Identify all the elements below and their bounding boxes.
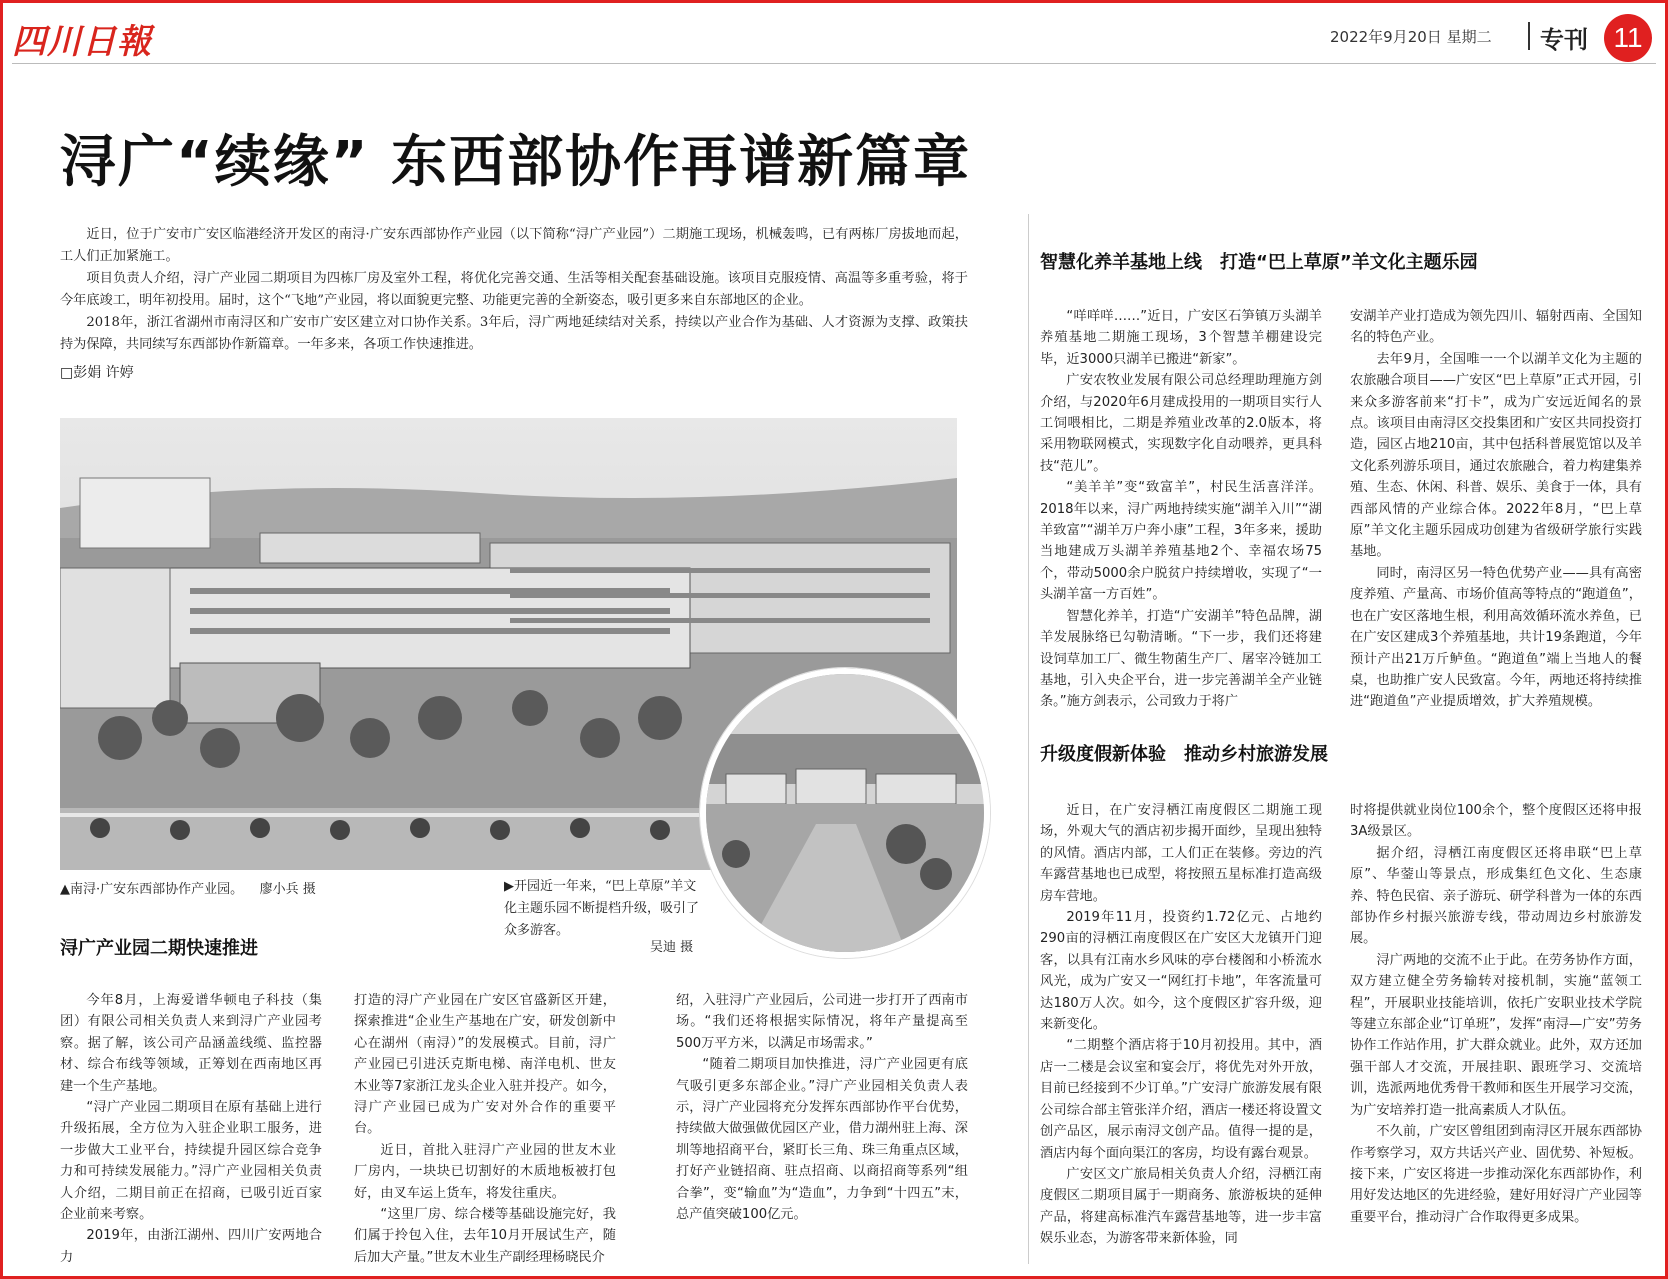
round-photo-caption: ▶开园近一年来，“巴上草原”羊文化主题乐园不断提档升级，吸引了众多游客。	[504, 879, 700, 938]
paragraph: “这里厂房、综合楼等基础设施完好，我们属于拎包入住，去年10月开展试生产，随后加大产量。”世友木业生产副经理杨晓民介	[354, 1207, 616, 1265]
newspaper-logo: 四川日報	[12, 22, 152, 62]
section2-col1	[1040, 306, 1322, 713]
lead-paragraph: 2018年，浙江省湖州市南浔区和广安市广安区建立对口协作关系。3年后，浔广两地延续结对关系，持续以产业合作为基础、人才资源为支撑、政策扶持为保障，共同续写东西部协作新篇章。一年多来，各项工作快速推进。	[60, 315, 968, 352]
paragraph: “二期整个酒店将于10月初投用。其中，酒店一二楼是会议室和宴会厅，将优先对外开放，目前已经接到不少订单。”广安浔广旅游发展有限公司综合部主管张洋介绍，酒店一楼还将设置文创产品区，展示南浔文创产品。值得一提的是，酒店内每个面向渠江的客房，均设有露台观景。	[1040, 1038, 1322, 1161]
section3-col2	[1350, 800, 1642, 1228]
page-number-badge: 11	[1604, 14, 1652, 62]
paragraph: 同时，南浔区另一特色优势产业——具有高密度养殖、产量高、市场价值高等特点的“跑道鱼”，也在广安区落地生根，利用高效循环流水养鱼，已在广安区建成3个养殖基地，共计19条跑道，今年预计产出21万斤鲈鱼。“跑道鱼”端上当地人的餐桌，也助推广安人民致富。今年，两地还将持续推进“跑道鱼”产业提质增效，扩大养殖规模。	[1350, 565, 1642, 710]
main-photo-caption	[60, 878, 316, 897]
paragraph: 打造的浔广产业园在广安区官盛新区开建，探索推进“企业生产基地在广安，研发创新中心在湖州（南浔）”的发展模式。目前，浔广产业园已引进沃克斯电梯、南洋电机、世友木业等7家浙江龙头企业入驻并投产。如今，浔广产业园已成为广安对外合作的重要平台。	[354, 993, 616, 1137]
section3-title: 升级度假新体验 推动乡村旅游发展	[1040, 744, 1328, 765]
paragraph: 广安农牧业发展有限公司总经理助理施方剑介绍，与2020年6月建成投用的一期项目实行人工饲喂相比，二期是养殖业改革的2.0版本，将采用物联网模式，实现数字化自动喂养，更具科技“范儿”。	[1040, 373, 1322, 474]
paragraph: 2019年11月，投资约1.72亿元、占地约290亩的浔栖江南度假区在广安区大龙镇开门迎客，以具有江南水乡风味的亭台楼阁和小桥流水风光，成为广安又一“网红打卡地”，年客流量可达180万人次。如今，这个度假区扩容升级，迎来新变化。	[1040, 910, 1322, 1033]
section1-col1	[60, 990, 322, 1268]
caption-text: ▲南浔·广安东西部协作产业园。	[60, 882, 244, 897]
section1-col3	[676, 990, 968, 1225]
lead-article	[60, 224, 968, 356]
page-headline: 浔广“续缘” 东西部协作再谱新篇章	[60, 130, 972, 195]
lead-paragraph: 近日，位于广安市广安区临港经济开发区的南浔·广安东西部协作产业园（以下简称“浔广产业园”）二期施工现场，机械轰鸣，已有两栋厂房拔地而起，工人们正加紧施工。	[60, 227, 968, 264]
paragraph: 绍，入驻浔广产业园后，公司进一步打开了西南市场。“我们还将根据实际情况，将年产量提高至500万平方米，以满足市场需求。”	[676, 993, 968, 1051]
paragraph: 今年8月，上海爱谱华顿电子科技（集团）有限公司相关负责人来到浔广产业园考察。据了解，该公司产品涵盖线缆、监控器材、综合布线等领域，正筹划在西南地区再建一个生产基地。	[60, 993, 322, 1094]
column-divider	[1028, 214, 1029, 1264]
date-text: 2022年9月20日	[1330, 28, 1442, 46]
paragraph: “咩咩咩……”近日，广安区石笋镇万头湖羊养殖基地二期施工现场，3个智慧羊棚建设完毕，近3000只湖羊已搬进“新家”。	[1040, 309, 1322, 367]
paragraph: 2019年，由浙江湖州、四川广安两地合力	[60, 1228, 322, 1265]
round-photo-credit: 吴迪 摄	[650, 940, 694, 955]
section2-col2	[1350, 306, 1642, 713]
paragraph: 据介绍，浔栖江南度假区还将串联“巴上草原”、华蓥山等景点，形成集红色文化、生态康养、特色民宿、亲子游玩、研学科普为一体的东西部协作乡村振兴旅游专线，带动周边乡村旅游发展。	[1350, 845, 1642, 947]
section1-col2	[354, 990, 616, 1268]
paragraph: “美羊羊”变“致富羊”，村民生活喜洋洋。2018年以来，浔广两地持续实施“湖羊入川”“湖羊致富”“湖羊万户奔小康”工程，3年多来，援助当地建成万头湖羊养殖基地2个、幸福农场75个，带动5000余户脱贫户持续增收，实现了“一头湖羊富一方百姓”。	[1040, 480, 1322, 603]
paragraph: 广安区文广旅局相关负责人介绍，浔栖江南度假区二期项目属于一期商务、旅游板块的延伸产品，将建高标准汽车露营基地等，进一步丰富娱乐业态，为游客带来新体验，同	[1040, 1166, 1322, 1247]
masthead-rule	[12, 63, 1656, 64]
paragraph: 时将提供就业岗位100余个，整个度假区还将申报3A级景区。	[1350, 803, 1642, 840]
paragraph: 浔广两地的交流不止于此。在劳务协作方面，双方建立健全劳务输转对接机制，实施“蓝领工程”，开展职业技能培训，依托广安职业技术学院等建立东部企业“订单班”，发挥“南浔—广安”劳务协作工作站作用，扩大群众就业。此外，双方还加强干部人才交流，开展挂职、跟班学习、交流培训，选派两地优秀骨干教师和医生开展学习交流，为广安培养打造一批高素质人才队伍。	[1350, 952, 1642, 1118]
paragraph: 安湖羊产业打造成为领先四川、辐射西南、全国知名的特色产业。	[1350, 309, 1642, 346]
section3-col1	[1040, 800, 1322, 1250]
lead-paragraph: 项目负责人介绍，浔广产业园二期项目为四栋厂房及室外工程，将优化完善交通、生活等相关配套基础设施。该项目克服疫情、高温等多重考验，将于今年底竣工，明年初投用。届时，这个“飞地”产业园，将以面貌更完整、功能更完善的全新姿态，吸引更多来自东部地区的企业。	[60, 271, 968, 308]
weekday-text: 星期二	[1446, 28, 1492, 46]
byline: □彭娟 许婷	[60, 365, 134, 381]
photo-credit: 廖小兵 摄	[259, 882, 316, 897]
issue-date	[1330, 26, 1492, 47]
masthead-divider	[1528, 22, 1530, 50]
paragraph: 不久前，广安区曾组团到南浔区开展东西部协作考察学习，双方共话兴产业、固优势、补短板。接下来，广安区将进一步推动深化东西部协作，利用好发达地区的先进经验，建好用好浔广产业园等重要平台，推动浔广合作取得更多成果。	[1350, 1124, 1642, 1225]
section1-title: 浔广产业园二期快速推进	[60, 938, 258, 959]
paragraph: 去年9月，全国唯一一个以湖羊文化为主题的农旅融合项目——广安区“巴上草原”正式开园，引来众多游客前来“打卡”，成为广安远近闻名的景点。该项目由南浔区交投集团和广安区共同投资打造，园区占地210亩，其中包括科普展览馆以及羊文化系列游乐项目，通过农旅融合，着力构建集养殖、生态、休闲、科普、娱乐、美食于一体，具有西部风情的产业综合体。2022年8月，“巴上草原”羊文化主题乐园成功创建为省级研学旅行实践基地。	[1350, 351, 1642, 560]
paragraph: 近日，首批入驻浔广产业园的世友木业厂房内，一块块已切割好的木质地板被打包好，由叉车运上货车，将发往重庆。	[354, 1142, 616, 1201]
paragraph: “随着二期项目加快推进，浔广产业园更有底气吸引更多东部企业。”浔广产业园相关负责人表示，浔广产业园将充分发挥东西部协作平台优势，持续做大做强做优园区产业，借力湖州驻上海、深圳等地招商平台，紧盯长三角、珠三角重点区域，打好产业链招商、驻点招商、以商招商等系列“组合拳”，变“输血”为“造血”，力争到“十四五”末，总产值突破100亿元。	[676, 1057, 968, 1223]
paragraph: 近日，在广安浔栖江南度假区二期施工现场，外观大气的酒店初步揭开面纱，呈现出独特的风情。酒店内部，工人们正在装修。旁边的汽车露营基地也已成型，将按照五星标准打造高级房车营地。	[1040, 803, 1322, 904]
paragraph: “浔广产业园二期项目在原有基础上进行升级拓展，全方位为入驻企业职工服务，进一步做大工业平台，持续提升园区综合竞争力和可持续发展能力。”浔广产业园相关负责人介绍，二期目前正在招商，已吸引近百家企业前来考察。	[60, 1100, 322, 1223]
theme-park-photo	[700, 668, 990, 958]
paragraph: 智慧化养羊，打造“广安湖羊”特色品牌，湖羊发展脉络已勾勒清晰。“下一步，我们还将建设饲草加工厂、微生物菌生产厂、屠宰冷链加工基地，引入央企平台，进一步完善湖羊全产业链条。”施方剑表示，公司致力于将广	[1040, 608, 1322, 710]
section-label: 专刊	[1540, 26, 1588, 54]
section2-title: 智慧化养羊基地上线 打造“巴上草原”羊文化主题乐园	[1040, 252, 1478, 273]
